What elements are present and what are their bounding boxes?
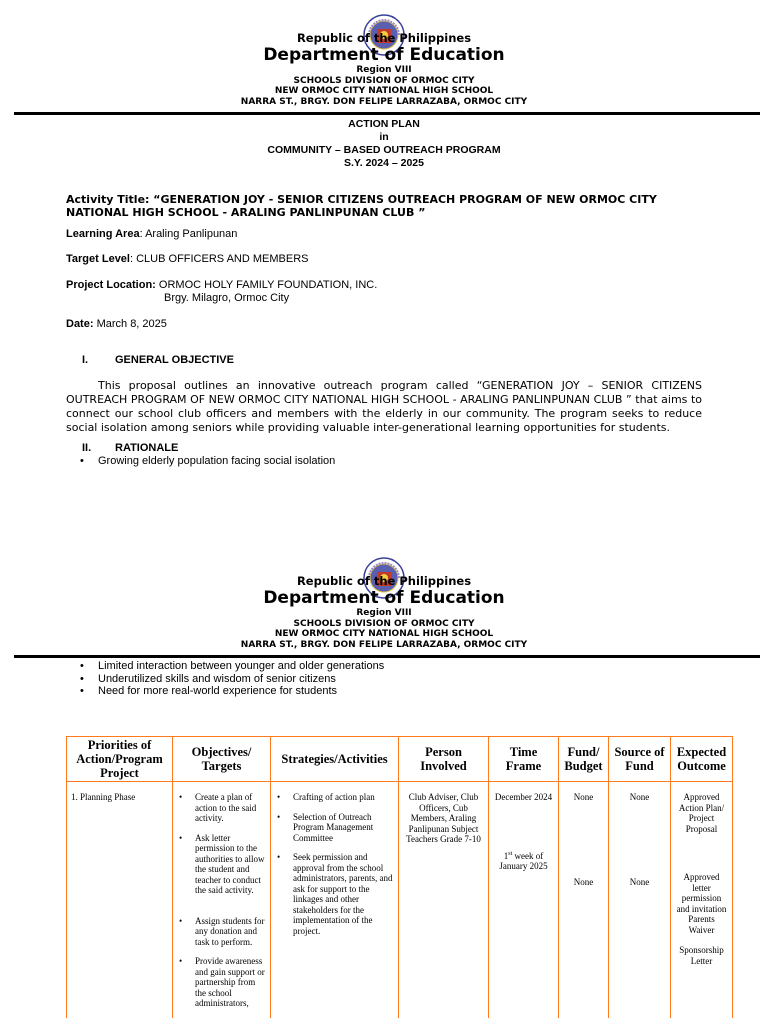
learning-area-value: : Araling Panlipunan	[139, 228, 238, 240]
outcome-1: Approved Action Plan/ Project Proposal	[678, 792, 725, 834]
title-line-3: COMMUNITY – BASED OUTREACH PROGRAM	[267, 144, 501, 156]
project-location-field	[66, 279, 377, 292]
section-number: II.	[82, 442, 92, 454]
column-header: Priorities of Action/Program Project	[67, 737, 173, 782]
outcome-4: Sponsorship Letter	[679, 945, 724, 966]
source-2: None	[629, 876, 650, 887]
division-line: SCHOOLS DIVISION OF ORMOC CITY	[293, 75, 475, 86]
section-heading: GENERAL OBJECTIVE	[115, 354, 234, 366]
letterhead	[0, 574, 768, 650]
learning-area-field	[66, 228, 237, 241]
persons-cell: Club Adviser, Club Officers, Cub Members, Araling Panlipunan Subject Teachers Grade 7-10	[399, 782, 489, 1019]
time-frame-2: 1st week of January 2025	[499, 850, 548, 871]
section-general-objective	[82, 354, 234, 366]
region-line: Region VIII	[356, 65, 412, 75]
rationale-list	[80, 455, 335, 468]
title-line-1: ACTION PLAN	[348, 118, 420, 130]
section-number: I.	[82, 354, 89, 366]
address-line: NARRA ST., BRGY. DON FELIPE LARRAZABA, ORMOC CITY	[240, 639, 528, 650]
list-item: • Ask letter permission to the authorities to allow the student and teacher to conduct the said activity.	[195, 833, 266, 896]
column-header: Person Involved	[399, 737, 489, 782]
list-item: • Underutilized skills and wisdom of senior citizens	[80, 673, 384, 686]
column-header: Source of Fund	[609, 737, 671, 782]
project-location-address: Brgy. Milagro, Ormoc City	[164, 292, 290, 304]
project-location-label: Project Location:	[66, 279, 156, 291]
department-line: Department of Education	[263, 45, 505, 65]
activity-title: Activity Title: “GENERATION JOY - SENIOR CITIZENS OUTREACH PROGRAM OF NEW ORMOC CITY NATIONAL HIGH SCHOOL - ARALING PANLINPUNAN CLUB ”	[66, 193, 657, 219]
division-line: SCHOOLS DIVISION OF ORMOC CITY	[293, 618, 475, 629]
outcome-3: Parents Waiver	[688, 914, 715, 935]
date-value: March 8, 2025	[93, 318, 167, 330]
list-item: • Need for more real-world experience for students	[80, 685, 384, 698]
address-line: NARRA ST., BRGY. DON FELIPE LARRAZABA, ORMOC CITY	[240, 96, 528, 107]
fund-2: None	[573, 876, 594, 887]
list-item: • Crafting of action plan	[293, 792, 394, 803]
document-title	[0, 118, 768, 170]
list-item: • Growing elderly population facing social isolation	[80, 455, 335, 468]
table-row	[67, 782, 733, 1019]
school-line: NEW ORMOC CITY NATIONAL HIGH SCHOOL	[274, 86, 494, 96]
fund-cell	[559, 782, 609, 1019]
header-divider	[14, 655, 760, 658]
republic-line: Republic of the Philippines	[296, 31, 472, 45]
objectives-cell	[173, 782, 271, 1019]
objective-paragraph: This proposal outlines an innovative outreach program called “GENERATION JOY – SENIOR CITIZENS OUTREACH PROGRAM OF NEW ORMOC CITY NATIONAL HIGH SCHOOL - ARALING PANLINPUNAN CLUB ” that aims to connect our school club officers and members with the elderly in our community. The program seeks to reduce social isolation among seniors while providing valuable inter-generational learning opportunities for students.	[66, 379, 702, 434]
target-level-label: Target Level	[66, 253, 130, 265]
rationale-list-continued	[80, 660, 384, 698]
outcome-2: Approved letter permission and invitation	[676, 872, 727, 914]
learning-area-label: Learning Area	[66, 228, 140, 240]
source-1: None	[629, 792, 650, 802]
project-location-value: ORMOC HOLY FAMILY FOUNDATION, INC.	[155, 279, 378, 291]
list-item: • Provide awareness and gain support or partnership from the school administrators,	[195, 956, 266, 1009]
list-item: • Create a plan of action to the said activity.	[195, 792, 266, 824]
column-header: Strategies/Activities	[271, 737, 399, 782]
republic-line: Republic of the Philippines	[296, 574, 472, 588]
title-line-2: in	[379, 131, 389, 143]
priority-cell: 1. Planning Phase	[67, 782, 173, 1019]
date-label: Date:	[66, 318, 94, 330]
title-line-4: S.Y. 2024 – 2025	[344, 157, 424, 169]
header-divider	[14, 112, 760, 115]
outcome-cell	[671, 782, 733, 1019]
column-header: Objectives/ Targets	[173, 737, 271, 782]
region-line: Region VIII	[356, 608, 412, 618]
strategies-cell	[271, 782, 399, 1019]
list-item: • Limited interaction between younger and older generations	[80, 660, 384, 673]
time-frame-cell	[489, 782, 559, 1019]
section-rationale	[82, 442, 178, 454]
list-item: • Selection of Outreach Program Management Committee	[293, 812, 394, 844]
fund-1: None	[573, 792, 594, 802]
department-line: Department of Education	[263, 588, 505, 608]
school-line: NEW ORMOC CITY NATIONAL HIGH SCHOOL	[274, 629, 494, 639]
section-heading: RATIONALE	[115, 442, 179, 454]
target-level-value: : CLUB OFFICERS AND MEMBERS	[130, 253, 309, 265]
action-plan-table	[66, 736, 733, 1018]
column-header: Fund/ Budget	[559, 737, 609, 782]
list-item: • Seek permission and approval from the school administrators, parents, and ask for support to the linkages and other stakeholders for the implementation of the project.	[293, 852, 394, 936]
table-header-row	[67, 737, 733, 782]
column-header: Expected Outcome	[671, 737, 733, 782]
list-item: • Assign students for any donation and task to perform.	[195, 916, 266, 948]
source-cell	[609, 782, 671, 1019]
target-level-field	[66, 253, 308, 266]
letterhead	[0, 31, 768, 107]
time-frame-1: December 2024	[494, 792, 553, 802]
date-field	[66, 318, 167, 331]
column-header: Time Frame	[489, 737, 559, 782]
